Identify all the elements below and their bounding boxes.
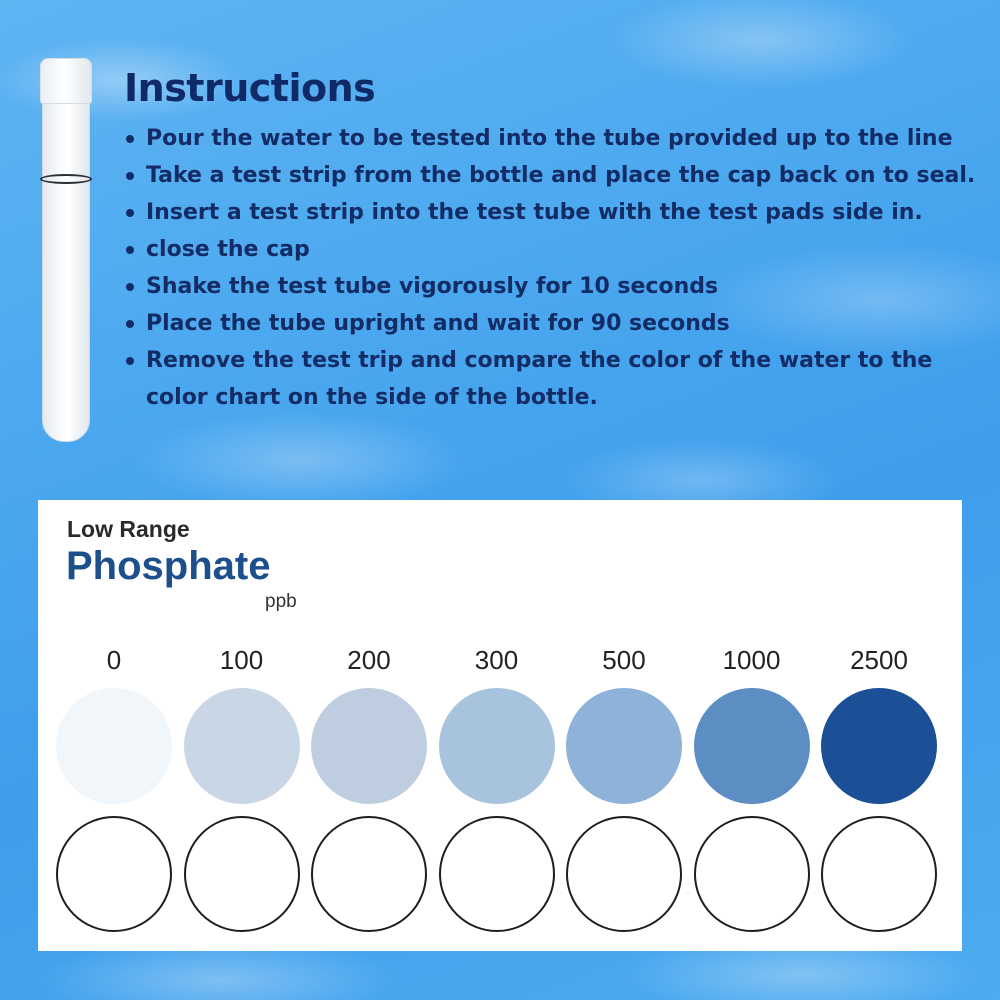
- scale-value-label: 300: [474, 645, 519, 675]
- comparison-circle: [439, 816, 555, 932]
- scale-column: [821, 645, 937, 935]
- scale-column: [439, 645, 555, 935]
- scale-value-label: 200: [347, 645, 391, 675]
- instruction-step: Insert a test strip into the test tube with the test pads side in.: [124, 194, 984, 231]
- scale-column: [184, 645, 300, 935]
- scale-value-label: 1000: [722, 645, 781, 675]
- instructions-section: [124, 66, 984, 416]
- scale-value-label: 100: [219, 645, 264, 675]
- color-swatch: [311, 688, 427, 804]
- scale-column: [566, 645, 682, 935]
- phosphate-color-chart: [38, 500, 962, 951]
- comparison-circle: [184, 816, 300, 932]
- instruction-step: Remove the test trip and compare the color of the water to the color chart on the side of the bottle.: [124, 342, 984, 416]
- test-tube-image: [36, 58, 96, 442]
- tube-body: [42, 102, 90, 442]
- color-swatch: [821, 688, 937, 804]
- instruction-step: close the cap: [124, 231, 984, 268]
- comparison-circle: [821, 816, 937, 932]
- scale-column: [694, 645, 810, 935]
- instruction-step: Place the tube upright and wait for 90 seconds: [124, 305, 984, 342]
- chart-title: Phosphate: [66, 544, 271, 588]
- scale-column: [311, 645, 427, 935]
- comparison-circle: [694, 816, 810, 932]
- comparison-circle: [56, 816, 172, 932]
- scale-value-label: 0: [106, 645, 122, 675]
- tube-cap: [40, 58, 92, 104]
- color-swatch: [184, 688, 300, 804]
- chart-unit: ppb: [265, 591, 297, 612]
- instruction-step: Shake the test tube vigorously for 10 seconds: [124, 268, 984, 305]
- chart-subtitle: Low Range: [67, 516, 190, 542]
- color-swatch: [566, 688, 682, 804]
- comparison-circle: [566, 816, 682, 932]
- color-swatch: [56, 688, 172, 804]
- scale-column: [56, 645, 172, 935]
- comparison-circle: [311, 816, 427, 932]
- color-swatch: [439, 688, 555, 804]
- instruction-step: Pour the water to be tested into the tube provided up to the line: [124, 120, 984, 157]
- instruction-step: Take a test strip from the bottle and place the cap back on to seal.: [124, 157, 984, 194]
- fill-line-mark: [40, 174, 92, 184]
- scale-value-label: 500: [602, 645, 646, 675]
- scale-value-label: 2500: [850, 645, 908, 675]
- instructions-title: Instructions: [124, 66, 376, 110]
- instructions-list: [124, 120, 984, 416]
- color-swatch: [694, 688, 810, 804]
